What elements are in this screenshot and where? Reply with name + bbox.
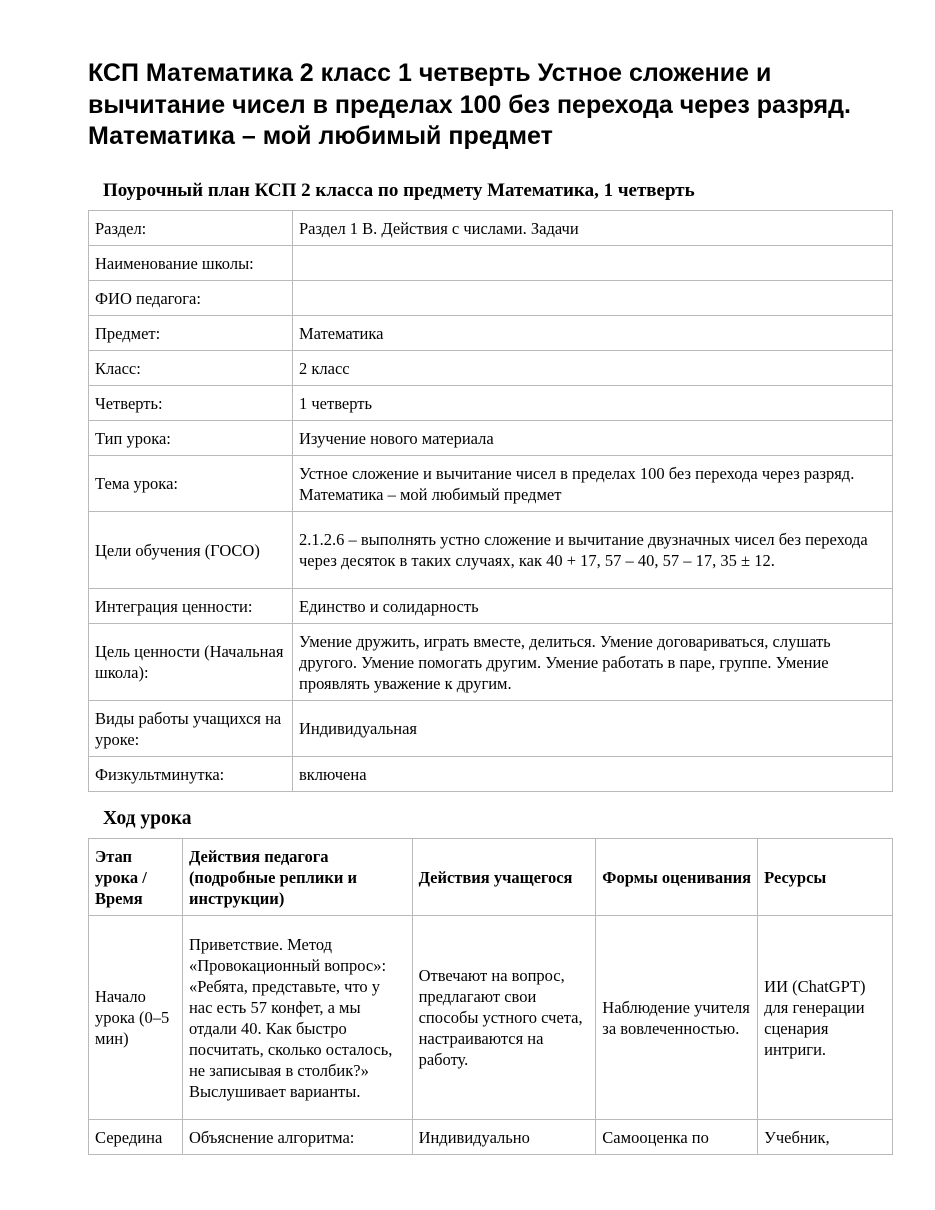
assessment-cell: Наблюдение учителя за вовлеченностью. xyxy=(596,916,758,1120)
table-row xyxy=(89,281,893,316)
table-row xyxy=(89,916,893,1120)
table-row xyxy=(89,624,893,701)
info-value: Умение дружить, играть вместе, делиться. Умение договариваться, слушать другого. Умение помогать другим. Умение работать в паре, группе. Умение проявлять уважение к другим. xyxy=(293,624,893,701)
info-value: Устное сложение и вычитание чисел в пределах 100 без перехода через разряд. Математика – мой любимый предмет xyxy=(293,456,893,512)
student-cell: Отвечают на вопрос, предлагают свои способы устного счета, настраиваются на работу. xyxy=(412,916,596,1120)
teacher-cell: Объяснение алгоритма: xyxy=(182,1120,412,1155)
table-row xyxy=(89,589,893,624)
info-key: Класс: xyxy=(89,351,293,386)
teacher-cell: Приветствие. Метод «Провокационный вопрос»: «Ребята, представьте, что у нас есть 57 конфет, а мы отдали 40. Как быстро посчитать, сколько осталось, не записывая в столбик?» Выслушивает варианты. xyxy=(182,916,412,1120)
stage-cell: Начало урока (0–5 мин) xyxy=(89,916,183,1120)
column-header-teacher: Действия педагога (подробные реплики и инструкции) xyxy=(182,839,412,916)
lesson-progress-heading: Ход урока xyxy=(103,808,192,829)
info-value xyxy=(293,246,893,281)
resources-cell: ИИ (ChatGPT) для генерации сценария интриги. xyxy=(758,916,893,1120)
info-value: Изучение нового материала xyxy=(293,421,893,456)
info-value: 2 класс xyxy=(293,351,893,386)
column-header-student: Действия учащегося xyxy=(412,839,596,916)
table-row xyxy=(89,316,893,351)
info-value: Раздел 1 В. Действия с числами. Задачи xyxy=(293,211,893,246)
table-row xyxy=(89,701,893,757)
info-value: Математика xyxy=(293,316,893,351)
column-header-stage: Этап урока / Время xyxy=(89,839,183,916)
info-value: Индивидуальная xyxy=(293,701,893,757)
info-key: ФИО педагога: xyxy=(89,281,293,316)
lesson-progress-table xyxy=(88,838,893,1155)
info-key: Раздел: xyxy=(89,211,293,246)
table-row xyxy=(89,421,893,456)
table-row xyxy=(89,351,893,386)
info-value: 1 четверть xyxy=(293,386,893,421)
plan-subtitle: Поурочный план КСП 2 класса по предмету Математика, 1 четверть xyxy=(103,180,695,201)
info-key: Цель ценности (Начальная школа): xyxy=(89,624,293,701)
resources-cell: Учебник, xyxy=(758,1120,893,1155)
table-row xyxy=(89,757,893,792)
info-key: Тема урока: xyxy=(89,456,293,512)
info-key: Тип урока: xyxy=(89,421,293,456)
stage-cell: Середина xyxy=(89,1120,183,1155)
assessment-cell: Самооценка по xyxy=(596,1120,758,1155)
info-key: Наименование школы: xyxy=(89,246,293,281)
table-row xyxy=(89,386,893,421)
info-value xyxy=(293,281,893,316)
column-header-assessment: Формы оценивания xyxy=(596,839,758,916)
info-key: Предмет: xyxy=(89,316,293,351)
info-value: 2.1.2.6 – выполнять устно сложение и вычитание двузначных чисел без перехода через десяток в таких случаях, как 40 + 17, 57 – 40, 57 – 17, 35 ± 12. xyxy=(293,512,893,589)
info-value: Единство и солидарность xyxy=(293,589,893,624)
student-cell: Индивидуально xyxy=(412,1120,596,1155)
info-key: Четверть: xyxy=(89,386,293,421)
column-header-resources: Ресурсы xyxy=(758,839,893,916)
lesson-info-table xyxy=(88,210,893,792)
table-row xyxy=(89,512,893,589)
info-key: Виды работы учащихся на уроке: xyxy=(89,701,293,757)
table-row xyxy=(89,211,893,246)
table-row xyxy=(89,1120,893,1155)
info-key: Цели обучения (ГОСО) xyxy=(89,512,293,589)
document-title: КСП Математика 2 класс 1 четверть Устное сложение и вычитание чисел в пределах 100 без перехода через разряд. Математика – мой любимый предмет xyxy=(88,59,851,150)
info-key: Интеграция ценности: xyxy=(89,589,293,624)
table-row xyxy=(89,246,893,281)
info-value: включена xyxy=(293,757,893,792)
table-row xyxy=(89,456,893,512)
info-key: Физкультминутка: xyxy=(89,757,293,792)
table-header-row xyxy=(89,839,893,916)
